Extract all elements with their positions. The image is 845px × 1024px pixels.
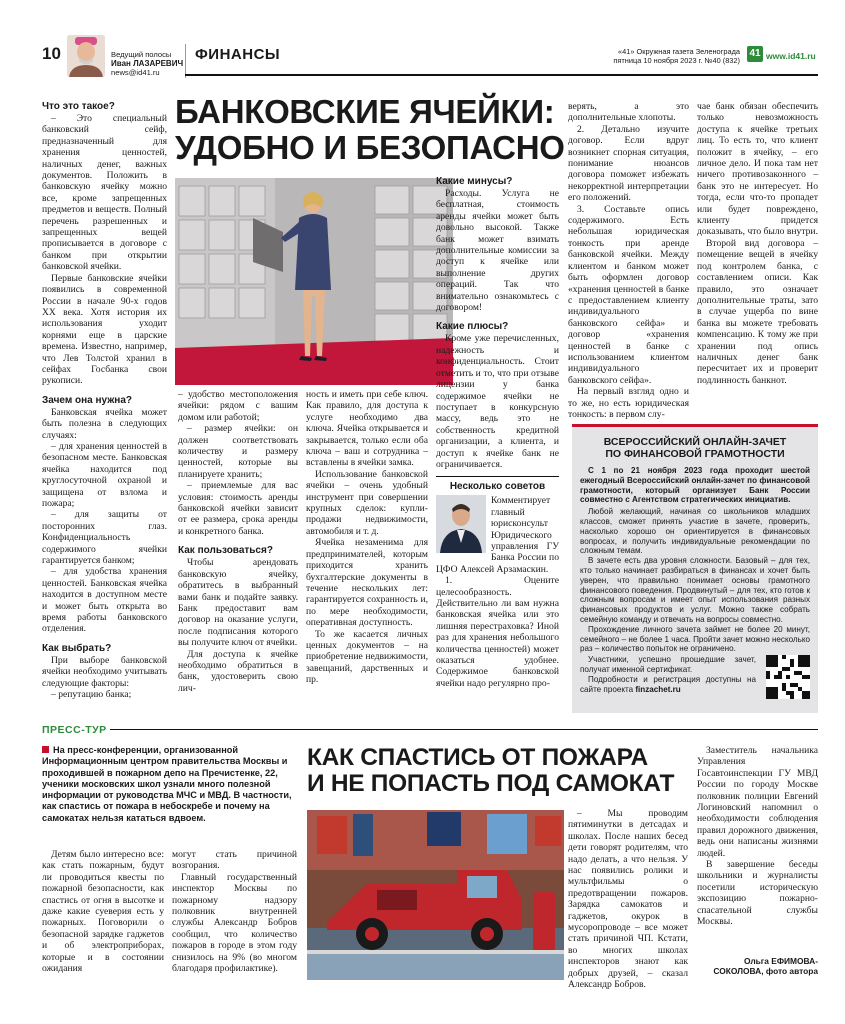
paragraph: Главный государственный инспектор Москвы по пожарному надзору полковник внутренней службы Александр Бобров сообщил, что количество пожаров в городе в этом году снизилось на 9% (во многом благодаря профилактике).: [172, 871, 297, 975]
headline-line: УДОБНО И БЕЗОПАСНО: [175, 129, 565, 166]
paragraph: Кроме уже перечисленных, надежность и конфиденциальность. Стоит отметить и то, что при отзыве лицензии у банка содержимое ячейки не поступает в конкурсную массу, ведь это не собственность кредитной организации, а клиента, и доступ к ячейке банк не ограничивается.: [436, 333, 559, 470]
paragraph: Чтобы арендовать банковскую ячейку, обратитесь в выбранный вами банк и подайте заявку. Банк предоставит вам договор на оказание услуги, после подписания которого вы получите ключ от ячейки.: [178, 557, 298, 649]
article1-col1: [42, 101, 167, 701]
box-title-line: ПО ФИНАНСОВОЙ ГРАМОТНОСТИ: [605, 448, 785, 460]
paragraph: – для хранения ценностей в безопасном месте. Банковская ячейка находится под круглосуточной охраной и защищена от взлома и пожара;: [42, 440, 167, 509]
paragraph: – Мы проводим пятиминутки в детсадах и школах. После наших бесед дети говорят родителям, что надо делать, а что нельзя. У нас появились ролики и мультфильмы о предотвращении пожаров. Зарядка самокатов и гаджетов, окурок в мусоропроводе – все может стать причиной ЧП. Кстати, во многих школах инспекторов знают как добрых друзей, – сказал Александр Бобров.: [568, 808, 688, 991]
paragraph: – для удобства хранения ценностей. Банковская ячейка находится в доступном месте и может быть открыта во время работы банковского отделения.: [42, 566, 167, 635]
article1-col6: [697, 101, 818, 386]
subhead-use: Как пользоваться?: [178, 545, 273, 557]
box-title-line: ВСЕРОССИЙСКИЙ ОНЛАЙН-ЗАЧЕТ: [603, 436, 787, 448]
page-number: 10: [42, 44, 61, 63]
paper-logo: 41: [747, 46, 763, 62]
press-col2: [172, 849, 297, 974]
press-lead: [42, 745, 298, 824]
paragraph: – репутацию банка;: [51, 689, 132, 701]
box-paragraph: Подробности и регистрация доступны на сайте проекта: [580, 674, 756, 694]
paragraph: 2. Детально изучите договор. Если вдруг возникнет спорная ситуация, понимание нюансов договора поможет избежать некорректной интерпретации его положений.: [568, 123, 689, 204]
paragraph: Ячейка незаменима для предпринимателей, которым приходится хранить бухгалтерские документы в течение нескольких лет: гарантируется сохранность и, по мере необходимости, оперативная доступность.: [306, 537, 428, 629]
paragraph: 1. Оцените целесообразность. Действительно ли вам нужна банковская ячейка или это лишняя перестраховка? Иной раз для хранения небольшого количества ценностей) может оказаться удобнее. Содержимое банковской ячейки надо регулярно про-: [436, 575, 559, 689]
article1-col2: [178, 389, 298, 694]
paragraph: Заместитель начальника Управления Госавтоинспекции ГУ МВД России по городу Москве полковник полиции Евгений Логиновский напомнил о необходимости соблюдения правил дорожного движения, ведь они написаны жизнями людей.: [697, 745, 818, 859]
press-col4: [697, 745, 818, 928]
bank-vault-photo: [175, 178, 453, 385]
section-title: ФИНАНСЫ: [195, 46, 281, 63]
paragraph: Банковская ячейка может быть полезна в следующих случаях:: [42, 406, 167, 441]
author-credit: СОКОЛОВА, фото автора: [713, 966, 818, 976]
paragraph: При выборе банковской ячейки необходимо учитывать следующие факторы:: [42, 654, 167, 689]
subhead-what: Что это такое?: [42, 101, 115, 112]
tips-rule: [436, 476, 559, 477]
paper-name: «41» Окружная газета Зеленограда: [618, 47, 740, 56]
box-paragraph: Прохождение личного зачета займет не более 20 минут, семейного – не более 1 часа. Пройти зачет можно несколько раз – количество попыток не ограничено.: [580, 624, 810, 654]
paragraph: В завершение беседы школьники и журналисты посетили историческую экспозицию пожарно-спасательной службы Москвы.: [697, 859, 818, 928]
header-divider: [185, 44, 186, 78]
paper-info: [520, 47, 740, 65]
paragraph: Использование банковской ячейки – очень удобный инструмент при совершении крупных сделок: купли-продажи недвижимости, автомобиля и т. д.: [306, 468, 428, 537]
press-tour-label: ПРЕСС-ТУР: [42, 724, 107, 736]
paragraph: – удобство местоположения ячейки: рядом с вашим домом или работой;: [178, 389, 298, 423]
article1-col5: [568, 101, 689, 420]
box-paragraph: Любой желающий, начиная со школьников младших классов, сможет принять участие в зачете, проверить, насколько хорошо он ориентируется в финансовых вопросах, и получить индивидуальные рекомендации по сложным темам.: [580, 507, 810, 556]
box-body: [580, 466, 810, 699]
paragraph: верять, а это дополнительные хлопоты.: [568, 101, 689, 124]
paragraph: чае банк обязан обеспечить только невозможность доступа к ячейке третьих лиц. То есть то, что клиент положит в ячейку, – его личное дело. И пока там нет ничего противозаконного – банк это не интересует. Но тогда, если что-то пропадет или будет повреждено, клиенту придется доказывать, что было внутри.: [697, 101, 818, 238]
issue-date: пятница 10 ноября 2023 г. №40 (832): [613, 56, 740, 65]
paragraph: ность и иметь при себе ключ. Как правило, для доступа к услуге необходимо два ключа. Ячейка открывается и закрывается, только если оба ключа – ваш и сотрудника – вставлены в ячейки замка.: [306, 389, 428, 469]
paragraph: – для защиты от посторонних глаз. Конфиденциальность содержимого ячейки гарантируется банком;: [42, 509, 167, 567]
press-headline: [307, 745, 707, 797]
paragraph: 3. Составьте опись содержимого. Есть небольшая юридическая тонкость при аренде банковской ячейки. Между клиентом и банком может быть оформлен договор «хранения ценностей в банке с предоставлением клиенту индивидуального банковского сейфа» и договор «хранения ценностей в банке с использованием клиентом индивидуального банковского сейфа».: [568, 203, 689, 386]
site-link[interactable]: www.id41.ru: [766, 51, 816, 61]
box-paragraph: В зачете есть два уровня сложности. Базовый – для тех, кто только начинает разбираться в финансах и хочет быть уверен, что правильно понимает основы грамотного финансового поведения. Продвинутый – для тех, кто готов к сложным вопросам и имеет опыт использования разных финансовых продуктов и услуг. Можно также собрать семейную команду и отвечать на вопросы совместно.: [580, 556, 810, 624]
box-lead: С 1 по 21 ноября 2023 года проходит шестой ежегодный Всероссийский онлайн-зачет по финансовой грамотности, который организует Банк России совместно с Агентством стратегических инициатив.: [580, 466, 810, 505]
fire-museum-photo: [307, 810, 564, 980]
box-paragraph: Участники, успешно прошедшие зачет, получат именной сертификат.: [580, 655, 756, 674]
headline-line: И НЕ ПОПАСТЬ ПОД САМОКАТ: [307, 770, 675, 797]
subhead-why: Зачем она нужна?: [42, 394, 132, 406]
paragraph: Второй вид договора – помещение вещей в ячейку под контролем банка, с составлением описи. Как правило, это означает дополнительные траты, зато в случае ущерба по вине банка вы можете требовать компенсацию. К тому же при хранении под опись наличных денег банк пересчитает их и проверит подлинность банкнот.: [697, 237, 818, 386]
press-col1: [42, 849, 164, 974]
paragraph: Расходы. Услуга не бесплатная, стоимость аренды ячейки может быть довольно высокой. Также банк может взимать дополнительные комиссии за доступ к ячейке или выполнение других операций. Так что внимательно ознакомьтесь с договором!: [436, 188, 559, 314]
press-col3: [568, 808, 688, 991]
press-lead-text: На пресс-конференции, организованной Информационным центром правительства Москвы и проходившей в пожарном депо на Пречистенке, 22, ученики московских школ узнали много полезной информации от руководства МЧС и МВД. В частности, как спастись от пожара в небоскребе и почему на самокатах нельзя кататься вдвоем.: [42, 745, 292, 823]
subhead-choose: Как выбрать?: [42, 642, 112, 654]
editor-role: Ведущий полосы: [111, 50, 172, 59]
article1-col3: [306, 389, 428, 686]
editor-avatar: [67, 35, 105, 77]
editor-email[interactable]: news@id41.ru: [111, 68, 160, 77]
qr-code-icon[interactable]: [766, 655, 810, 699]
box-title: [580, 436, 810, 460]
press-rule: [110, 729, 818, 730]
paragraph: – Это специальный банковский сейф, предназначенный для хранения ценностей, наличных денег, важных документов. Положить в банковскую ячейку можно все, кроме запрещенных предметов и веществ. Полный перечень разрешенных и запрещенных вещей прописывается в договоре с банком при открытии банковской ячейки.: [42, 113, 167, 273]
paragraph: могут стать причиной возгорания.: [172, 849, 297, 872]
paragraph: На первый взгляд одно и то же, но есть юридическая тонкость: в первом слу-: [568, 386, 689, 420]
subhead-plus: Какие плюсы?: [436, 321, 509, 333]
editor-info: [111, 50, 183, 77]
headline-line: БАНКОВСКИЕ ЯЧЕЙКИ:: [175, 93, 555, 130]
paragraph: Комментирует главный юрисконсульт Юридического управления ГУ Банка России по ЦФО Алексей Арзамаскин.: [436, 495, 559, 575]
article1-col4: [436, 176, 559, 689]
paragraph: – размер ячейки: он должен соответствовать количеству и размеру ценностей, которые вы планируете хранить;: [178, 423, 298, 480]
finzachet-link[interactable]: finzachet.ru: [635, 684, 681, 694]
header-rule: [185, 74, 818, 76]
article1-headline: [175, 94, 565, 166]
expert-photo: [436, 495, 486, 553]
finance-exam-box: [572, 424, 818, 713]
subhead-minus: Какие минусы?: [436, 176, 513, 187]
red-square-icon: [42, 746, 49, 753]
paragraph: Первые банковские ячейки появились в современной России в начале 90-х годов XX века. Хотя история их использования уходит корнями еще в царские времена. Известно, например, что Лев Толстой хранил в сейфах Госбанка свои рукописи.: [42, 272, 167, 387]
editor-name: Иван ЛАЗАРЕВИЧ: [111, 59, 184, 68]
subhead-tips: Несколько советов: [449, 481, 546, 493]
paragraph: То же касается личных ценных документов – на приобретение недвижимости, завещаний, дарственных и пр.: [306, 628, 428, 686]
paragraph: Детям было интересно все: как стать пожарным, будут ли проводиться квесты по пожарной безопасности, как спастись от огня в высотке и даже какие суеверия есть у пожарных. Поговорили о безопасной зарядке гаджетов и об электроприборах, которые и в состоянии ожидания: [42, 849, 164, 975]
headline-line: КАК СПАСТИСЬ ОТ ПОЖАРА: [307, 744, 648, 771]
paragraph: – приемлемые для вас условия: стоимость аренды банковской ячейки зависит от ее размера, срока аренды и конкретного банка.: [178, 480, 298, 537]
press-author: [697, 956, 818, 976]
author-name: Ольга ЕФИМОВА-: [743, 956, 818, 966]
paragraph: Для доступа к ячейке необходимо обратиться в банк, удостоверить свою лич-: [178, 648, 298, 694]
